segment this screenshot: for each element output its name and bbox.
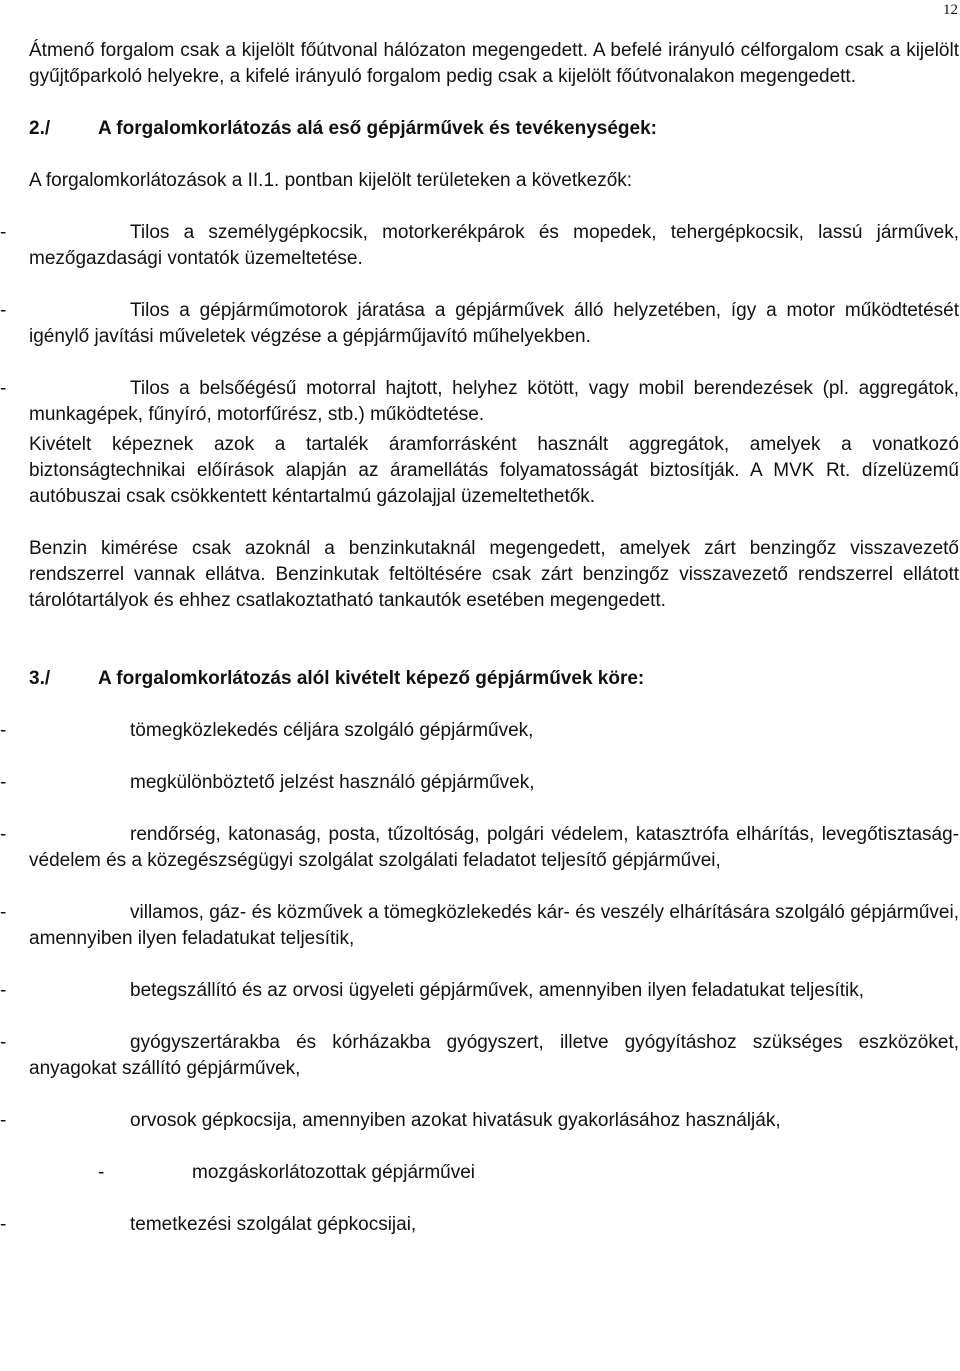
exception-paragraph: Kivételt képeznek azok a tartalék áramforrásként használt aggregátok, amelyek a vonatkozó biztonságtechnikai előírások alapján az áramellátás folyamatosságát biztosítják. A MVK Rt. dízelüzemű autóbuszai csak csökkentett kéntartalmú gázolajjal üzemeltethetők. [29, 434, 959, 507]
section-3-title: A forgalomkorlátozás alól kivételt képező gépjárművek köre: [98, 668, 645, 689]
exemption-item-text: betegszállító és az orvosi ügyeleti gépjárművek, amennyiben ilyen feladatukat teljesítik, [130, 980, 865, 1001]
section-2-number: 2./ [29, 118, 51, 139]
exemption-item [0, 1030, 959, 1082]
exemption-item [0, 718, 959, 744]
section-3-heading [29, 666, 959, 692]
exemption-item [0, 1212, 959, 1238]
section-2-heading [29, 116, 959, 142]
section-2-lead: A forgalomkorlátozások a II.1. pontban kijelölt területeken a következők: [29, 170, 633, 191]
restriction-item [0, 298, 959, 350]
exemption-item [0, 900, 959, 952]
bullet-dash: - [98, 1162, 105, 1183]
exemption-item [0, 770, 959, 796]
exemption-item-text: tömegközlekedés céljára szolgáló gépjárművek, [130, 720, 534, 741]
bullet-dash: - [0, 980, 7, 1001]
page-number: 12 [943, 2, 958, 18]
restriction-item-text: Tilos a gépjárműmotorok járatása a gépjárművek álló helyzetében, így a motor működtetését igénylő javítási műveletek végzése a gépjárműjavító műhelyekben. [29, 300, 959, 347]
exemption-item [0, 978, 959, 1004]
exemption-item-text: temetkezési szolgálat gépkocsijai, [130, 1214, 417, 1235]
bullet-dash: - [0, 902, 7, 923]
bullet-dash: - [0, 1110, 7, 1131]
document-body [0, 38, 959, 1238]
exemption-sub-item-text: mozgáskorlátozottak gépjárművei [192, 1162, 476, 1183]
exemption-item [0, 822, 959, 874]
bullet-dash: - [0, 300, 7, 321]
bullet-dash: - [0, 824, 7, 845]
exemption-item [0, 1108, 959, 1134]
fuel-paragraph: Benzin kimérése csak azoknál a benzinkutaknál megengedett, amelyek zárt benzingőz visszavezető rendszerrel vannak ellátva. Benzinkutak feltöltésére csak zárt benzingőz visszavezető rendszerrel ellátott tárolótartályok és ehhez csatlakoztatható tankautók esetében megengedett. [29, 538, 959, 611]
bullet-dash: - [0, 1032, 7, 1053]
exemption-item-text: megkülönböztető jelzést használó gépjárművek, [130, 772, 535, 793]
bullet-dash: - [0, 720, 7, 741]
exemption-item-text: villamos, gáz- és közművek a tömegközlekedés kár- és veszély elhárítására szolgáló gépjárművei, amennyiben ilyen feladatukat teljesítik, [29, 902, 959, 949]
bullet-dash: - [0, 772, 7, 793]
intro-paragraph: Átmenő forgalom csak a kijelölt főútvonal hálózaton megengedett. A befelé irányuló célforgalom csak a kijelölt gyűjtőparkoló helyekre, a kifelé irányuló forgalom pedig csak a kijelölt főútvonalakon megengedett. [29, 40, 959, 87]
exemption-item-text: orvosok gépkocsija, amennyiben azokat hivatásuk gyakorlásához használják, [130, 1110, 781, 1131]
restriction-item [0, 220, 959, 272]
bullet-dash: - [0, 378, 7, 399]
section-3-number: 3./ [29, 668, 51, 689]
section-2-title: A forgalomkorlátozás alá eső gépjárművek és tevékenységek: [98, 118, 657, 139]
exemption-item-text: rendőrség, katonaság, posta, tűzoltóság, polgári védelem, katasztrófa elhárítás, levegőtisztaság-védelem és a közegészségügyi szolgálat szolgálati feladatot teljesítő gépjárművei, [29, 824, 959, 871]
exemption-sub-item [29, 1160, 959, 1186]
bullet-dash: - [0, 222, 7, 243]
restriction-item-text: Tilos a személygépkocsik, motorkerékpárok és mopedek, tehergépkocsik, lassú járművek, mezőgazdasági vontatók üzemeltetése. [29, 222, 959, 269]
restriction-item-text: Tilos a belsőégésű motorral hajtott, helyhez kötött, vagy mobil berendezések (pl. aggregátok, munkagépek, fűnyíró, motorfűrész, stb.) működtetése. [29, 378, 959, 425]
restriction-item [0, 376, 959, 428]
bullet-dash: - [0, 1214, 7, 1235]
exemption-item-text: gyógyszertárakba és kórházakba gyógyszert, illetve gyógyításhoz szükséges eszközöket, anyagokat szállító gépjárművek, [29, 1032, 959, 1079]
